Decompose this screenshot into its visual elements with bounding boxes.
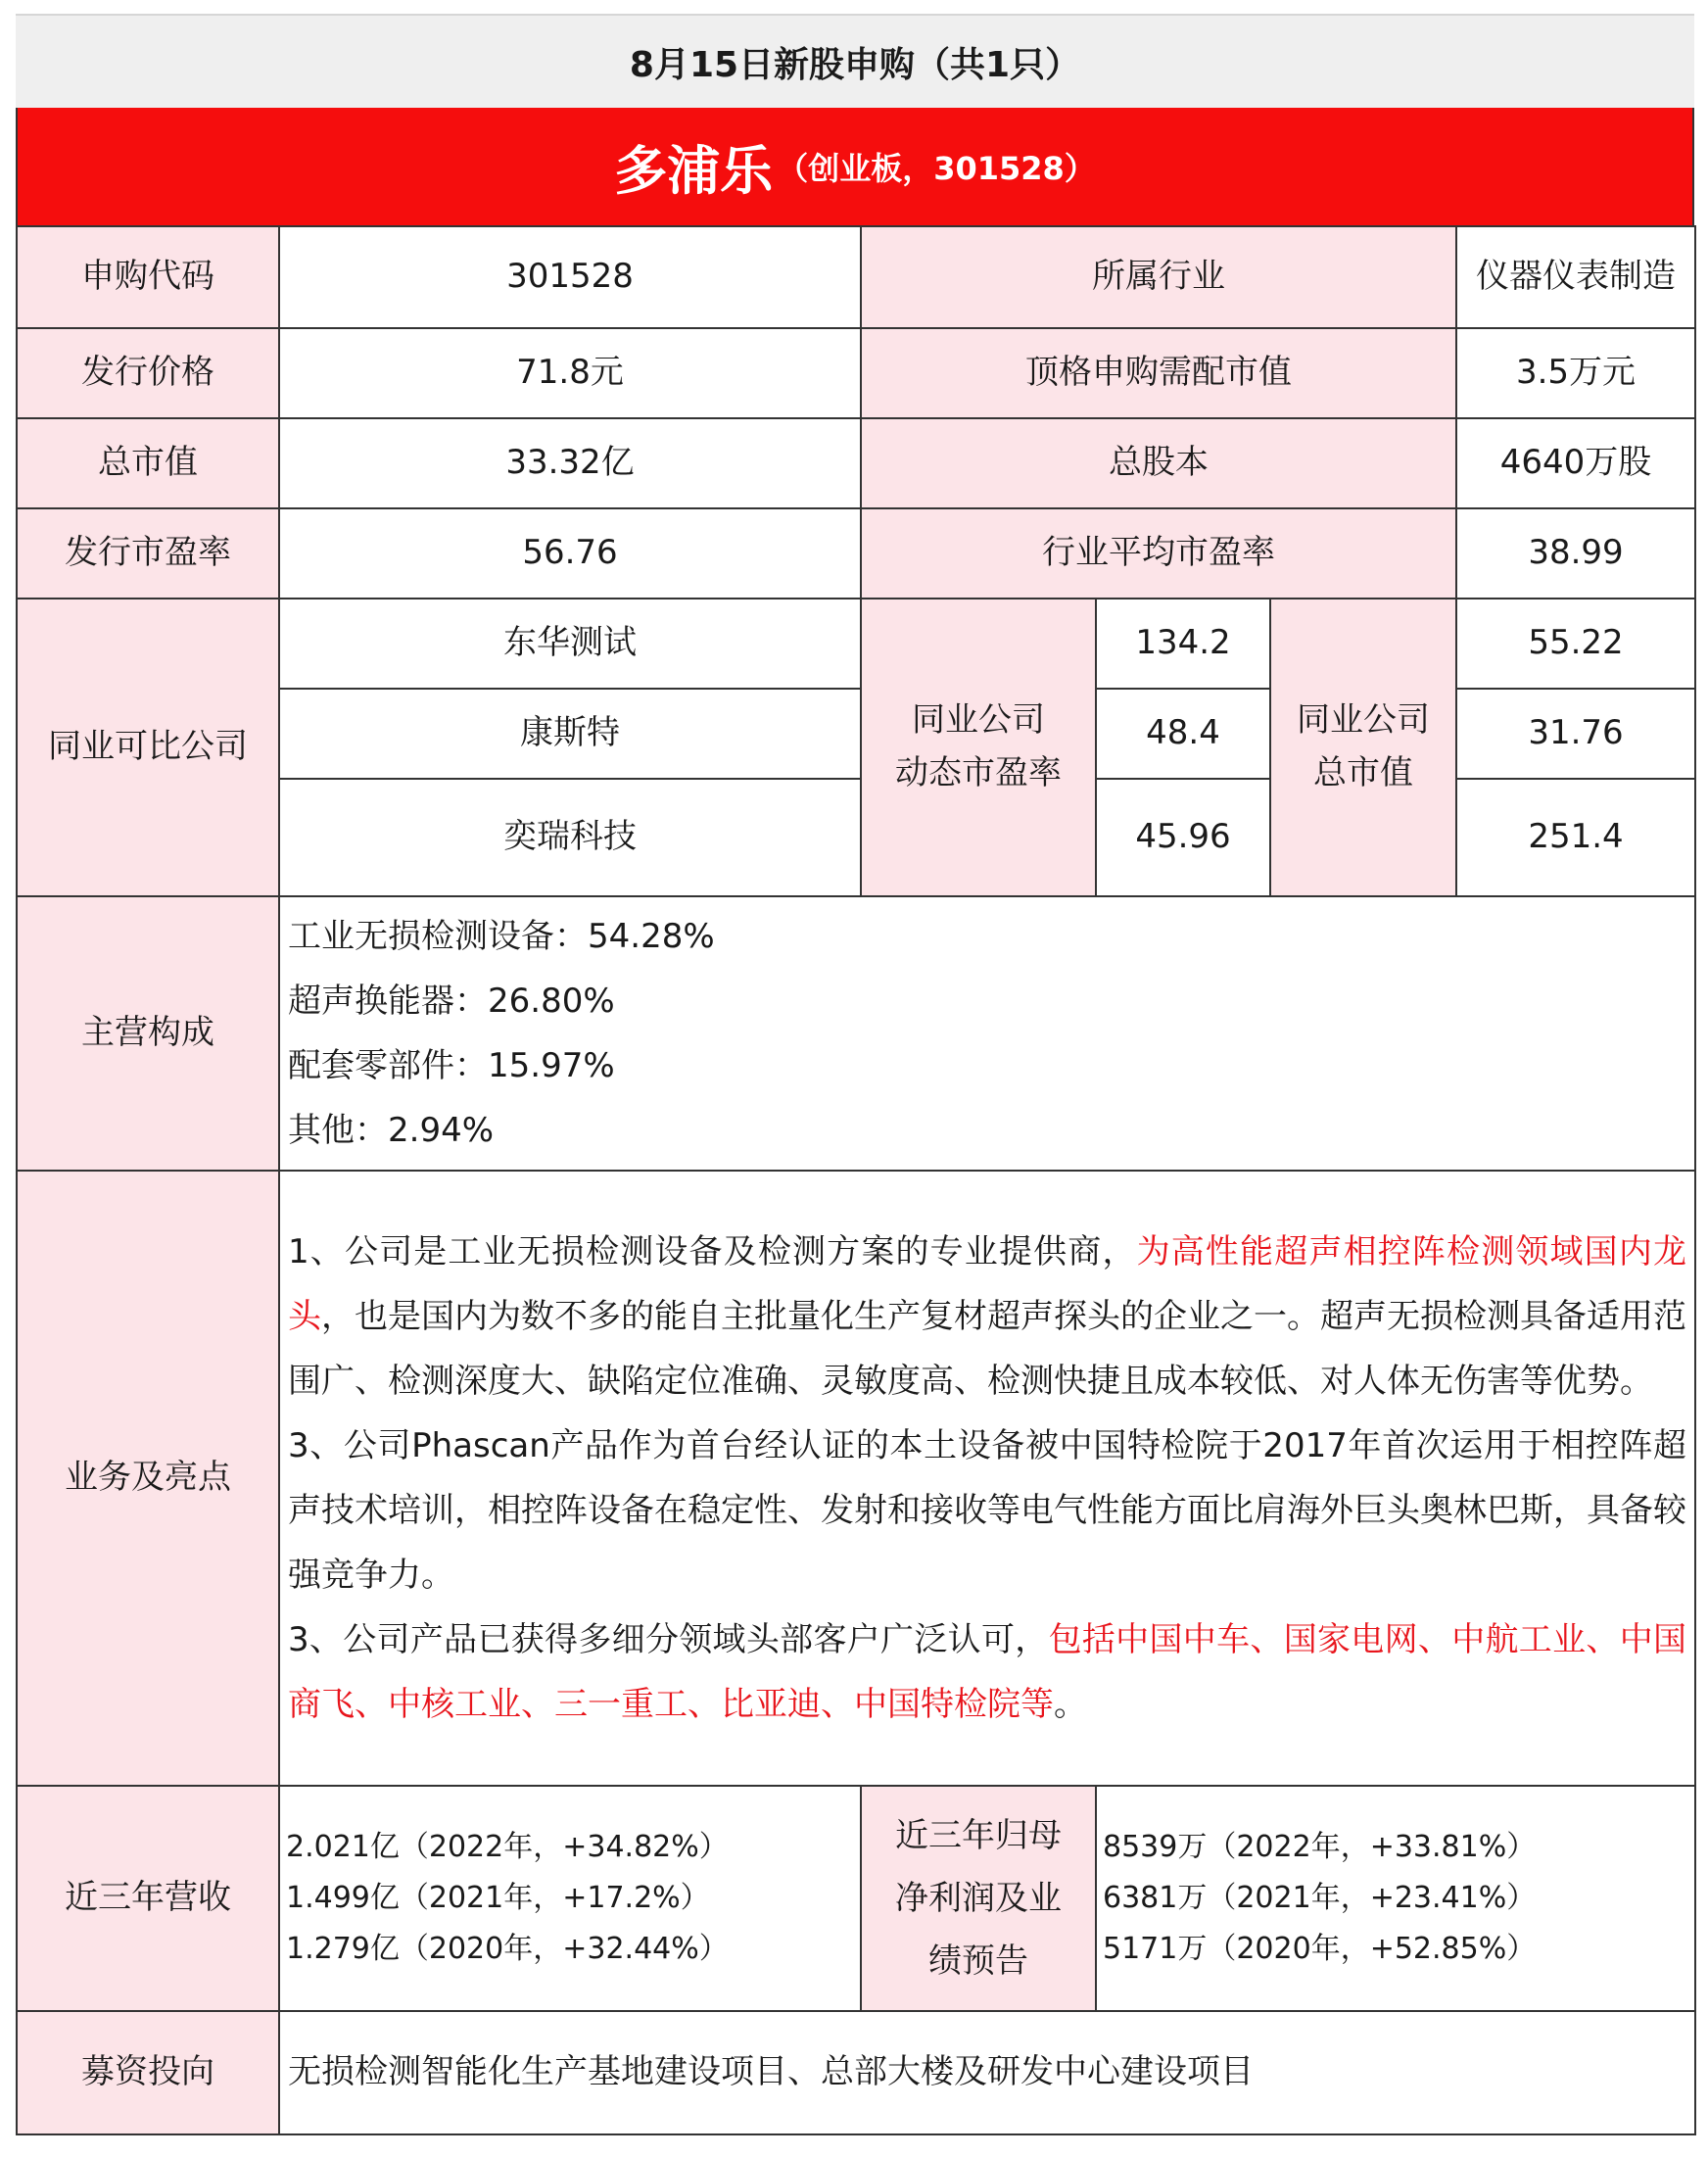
- profit-list: [1096, 1786, 1695, 2011]
- highlight-emphasis: 包括中国中车、国家电网、中航工业、中国商飞、中核工业、三一重工、比亚迪、中国特检院等: [288, 1620, 1687, 1724]
- table-row: [17, 328, 1695, 418]
- list-item: 2.021亿（2022年，+34.82%）: [286, 1830, 729, 1864]
- peer-pe-label-line: 动态市盈率: [895, 753, 1062, 792]
- market-cap-value: 33.32亿: [279, 418, 861, 508]
- peer-mv-value: 31.76: [1456, 689, 1695, 779]
- industry-value: 仪器仪表制造: [1456, 226, 1695, 328]
- max-subscription-value: 3.5万元: [1456, 328, 1695, 418]
- funds-value: 无损检测智能化生产基地建设项目、总部大楼及研发中心建设项目: [279, 2011, 1695, 2134]
- list-item: 6381万（2021年，+23.41%）: [1103, 1881, 1537, 1915]
- page-title: 8月15日新股申购（共1只）: [16, 14, 1694, 108]
- highlight-text: 。: [1054, 1685, 1087, 1724]
- market-cap-label: 总市值: [17, 418, 279, 508]
- subscription-code-value: 301528: [279, 226, 861, 328]
- table-row: [17, 418, 1695, 508]
- table-row: [17, 508, 1695, 599]
- ipo-sheet: [16, 14, 1694, 2135]
- highlight-text: 3、公司产品已获得多细分领域头部客户广泛认可，: [288, 1620, 1049, 1659]
- highlights-text: [279, 1171, 1695, 1786]
- ipo-table: [16, 225, 1696, 2135]
- highlight-paragraph: [288, 1220, 1686, 1414]
- profit-label-line: 净利润及业: [895, 1879, 1062, 1918]
- peer-mv-label: [1270, 599, 1456, 896]
- list-item: 8539万（2022年，+33.81%）: [1103, 1830, 1537, 1864]
- list-item: 工业无损检测设备：54.28%: [288, 917, 715, 956]
- peer-mv-label-line: 同业公司: [1297, 700, 1430, 741]
- stock-board-code: （创业板，301528）: [777, 150, 1096, 187]
- peer-name: 奕瑞科技: [279, 779, 861, 896]
- subscription-code-label: 申购代码: [17, 226, 279, 328]
- industry-label: 所属行业: [861, 226, 1456, 328]
- stock-name-banner: [16, 108, 1694, 225]
- peer-pe-label: [861, 599, 1096, 896]
- main-business-list: [279, 896, 1695, 1171]
- table-row: [17, 1786, 1695, 2011]
- peer-pe-label-line: 同业公司: [912, 700, 1045, 741]
- industry-pe-label: 行业平均市盈率: [861, 508, 1456, 599]
- peer-name: 康斯特: [279, 689, 861, 779]
- table-row: [17, 896, 1695, 1171]
- highlight-text: 1、公司是工业无损检测设备及检测方案的专业提供商，: [288, 1232, 1137, 1271]
- issue-pe-value: 56.76: [279, 508, 861, 599]
- issue-price-value: 71.8元: [279, 328, 861, 418]
- peer-mv-value: 55.22: [1456, 599, 1695, 689]
- issue-price-label: 发行价格: [17, 328, 279, 418]
- table-row: [17, 2011, 1695, 2134]
- list-item: 1.279亿（2020年，+32.44%）: [286, 1932, 729, 1966]
- peer-pe-value: 45.96: [1096, 779, 1270, 896]
- highlight-paragraph: 3、公司Phascan产品作为首台经认证的本土设备被中国特检院于2017年首次运用于相控阵超声技术培训，相控阵设备在稳定性、发射和接收等电气性能方面比肩海外巨头奥林巴斯，具备较强竞争力。: [288, 1426, 1686, 1595]
- peer-name: 东华测试: [279, 599, 861, 689]
- table-row: [17, 226, 1695, 328]
- list-item: 超声换能器：26.80%: [288, 982, 615, 1021]
- main-business-label: 主营构成: [17, 896, 279, 1171]
- stock-name: 多浦乐: [614, 139, 774, 202]
- peer-pe-value: 48.4: [1096, 689, 1270, 779]
- list-item: 1.499亿（2021年，+17.2%）: [286, 1881, 710, 1915]
- profit-label-line: 近三年归母: [895, 1816, 1062, 1855]
- peers-label: 同业可比公司: [17, 599, 279, 896]
- highlight-emphasis: 为高性能超声相控阵检测领域国内龙头: [288, 1232, 1686, 1336]
- peer-mv-value: 251.4: [1456, 779, 1695, 896]
- peer-pe-value: 134.2: [1096, 599, 1270, 689]
- revenue-label: 近三年营收: [17, 1786, 279, 2011]
- table-row: [17, 1171, 1695, 1786]
- funds-label: 募资投向: [17, 2011, 279, 2134]
- highlight-paragraph: [288, 1607, 1686, 1737]
- max-subscription-label: 顶格申购需配市值: [861, 328, 1456, 418]
- industry-pe-value: 38.99: [1456, 508, 1695, 599]
- revenue-list: [279, 1786, 861, 2011]
- list-item: 其他：2.94%: [288, 1111, 495, 1150]
- total-shares-label: 总股本: [861, 418, 1456, 508]
- issue-pe-label: 发行市盈率: [17, 508, 279, 599]
- peer-mv-label-line: 总市值: [1313, 753, 1413, 792]
- profit-label-line: 绩预告: [928, 1941, 1028, 1981]
- list-item: 配套零部件：15.97%: [288, 1046, 615, 1085]
- list-item: 5171万（2020年，+52.85%）: [1103, 1932, 1537, 1966]
- highlight-text: ，也是国内为数不多的能自主批量化生产复材超声探头的企业之一。超声无损检测具备适用范围广、检测深度大、缺陷定位准确、灵敏度高、检测快捷且成本较低、对人体无伤害等优势。: [288, 1297, 1686, 1401]
- profit-label: [861, 1786, 1096, 2011]
- table-row: [17, 599, 1695, 689]
- highlights-label: 业务及亮点: [17, 1171, 279, 1786]
- total-shares-value: 4640万股: [1456, 418, 1695, 508]
